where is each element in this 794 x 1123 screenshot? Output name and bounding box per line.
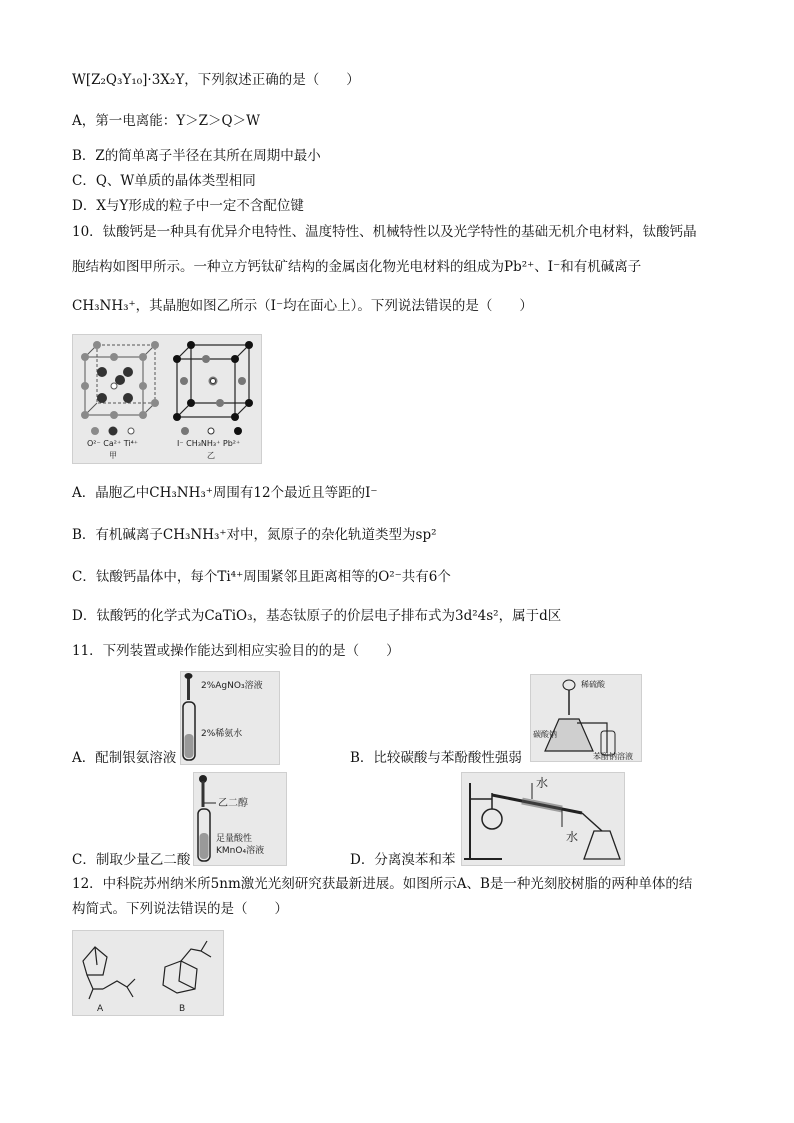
figD-water-label-1: 水: [536, 776, 549, 790]
figB-label-top: 稀硫酸: [581, 680, 605, 689]
q11-option-a: A．配制银氨溶液: [72, 750, 177, 766]
q10-option-b: B．有机碱离子CH₃NH₃⁺对中，氮原子的杂化轨道类型为sp²: [72, 527, 437, 543]
figure-legend-jia: O²⁻ Ca²⁺ Ti⁴⁺: [87, 439, 139, 448]
figC-label-bottom: KMnO₄溶液: [216, 846, 265, 856]
q9-option-d: D．X与Y形成的粒子中一定不含配位键: [72, 198, 304, 214]
q12-line1: 12．中科院苏州纳米所5nm激光光刻研究获最新进展。如图所示A、B是一种光刻胶树脂的两种单体的结: [72, 876, 693, 892]
q11-option-b: B．比较碳酸与苯酚酸性强弱: [350, 750, 522, 766]
q9-option-a: A，第一电离能：Y＞Z＞Q＞W: [72, 113, 260, 129]
crystal-cells-figure: [72, 334, 262, 464]
q11-option-d: D．分离溴苯和苯: [350, 852, 456, 868]
apparatus-d-figure: [461, 772, 625, 866]
figure-legend-yi: I⁻ CH₃NH₃⁺ Pb²⁺: [177, 439, 241, 448]
q9-option-b: B．Z的简单离子半径在其所在周期中最小: [72, 148, 321, 164]
q11-stem: 11．下列装置或操作能达到相应实验目的的是（ ）: [72, 643, 400, 659]
apparatus-a-figure: [180, 671, 280, 765]
figA-label-top: 2%AgNO₃溶液: [201, 681, 263, 691]
figD-water-label-2: 水: [566, 830, 579, 844]
q11-option-c: C．制取少量乙二酸: [72, 852, 191, 868]
figA-label-bottom: 2%稀氨水: [201, 729, 243, 739]
q10-line2: 胞结构如图甲所示。一种立方钙钛矿结构的金属卤化物光电材料的组成为Pb²⁺、I⁻和有机碱离子: [72, 259, 642, 275]
figure-label-jia: 甲: [109, 451, 117, 460]
q10-line1: 10．钛酸钙是一种具有优异介电特性、温度特性、机械特性以及光学特性的基础无机介电材料，钛酸钙晶: [72, 224, 697, 240]
figC-label-mid: 足量酸性: [216, 834, 253, 844]
monomer-structures-figure: [72, 930, 224, 1016]
figure-label-yi: 乙: [207, 451, 215, 460]
apparatus-c-figure: [193, 772, 287, 866]
structure-label-a: A: [97, 1004, 104, 1014]
figC-label-top: 乙二醇: [218, 798, 248, 809]
q9-option-c: C．Q、W单质的晶体类型相同: [72, 173, 256, 189]
q10-line3: CH₃NH₃⁺，其晶胞如图乙所示（I⁻均在面心上）。下列说法错误的是（ ）: [72, 298, 533, 314]
q10-option-c: C．钛酸钙晶体中，每个Ti⁴⁺周围紧邻且距离相等的O²⁻共有6个: [72, 569, 451, 585]
q12-line2: 构简式。下列说法错误的是（ ）: [72, 901, 288, 917]
structure-label-b: B: [179, 1004, 186, 1014]
q10-option-a: A．晶胞乙中CH₃NH₃⁺周围有12个最近且等距的I⁻: [72, 485, 378, 501]
figB-label-left: 碳酸钠: [533, 730, 557, 739]
figB-label-right: 苯酚钠溶液: [593, 752, 633, 761]
apparatus-b-figure: [530, 674, 642, 762]
q10-option-d: D．钛酸钙的化学式为CaTiO₃，基态钛原子的价层电子排布式为3d²4s²，属于d区: [72, 608, 562, 624]
q9-stem-tail: W[Z₂Q₃Y₁₀]·3X₂Y，下列叙述正确的是（ ）: [72, 72, 360, 88]
